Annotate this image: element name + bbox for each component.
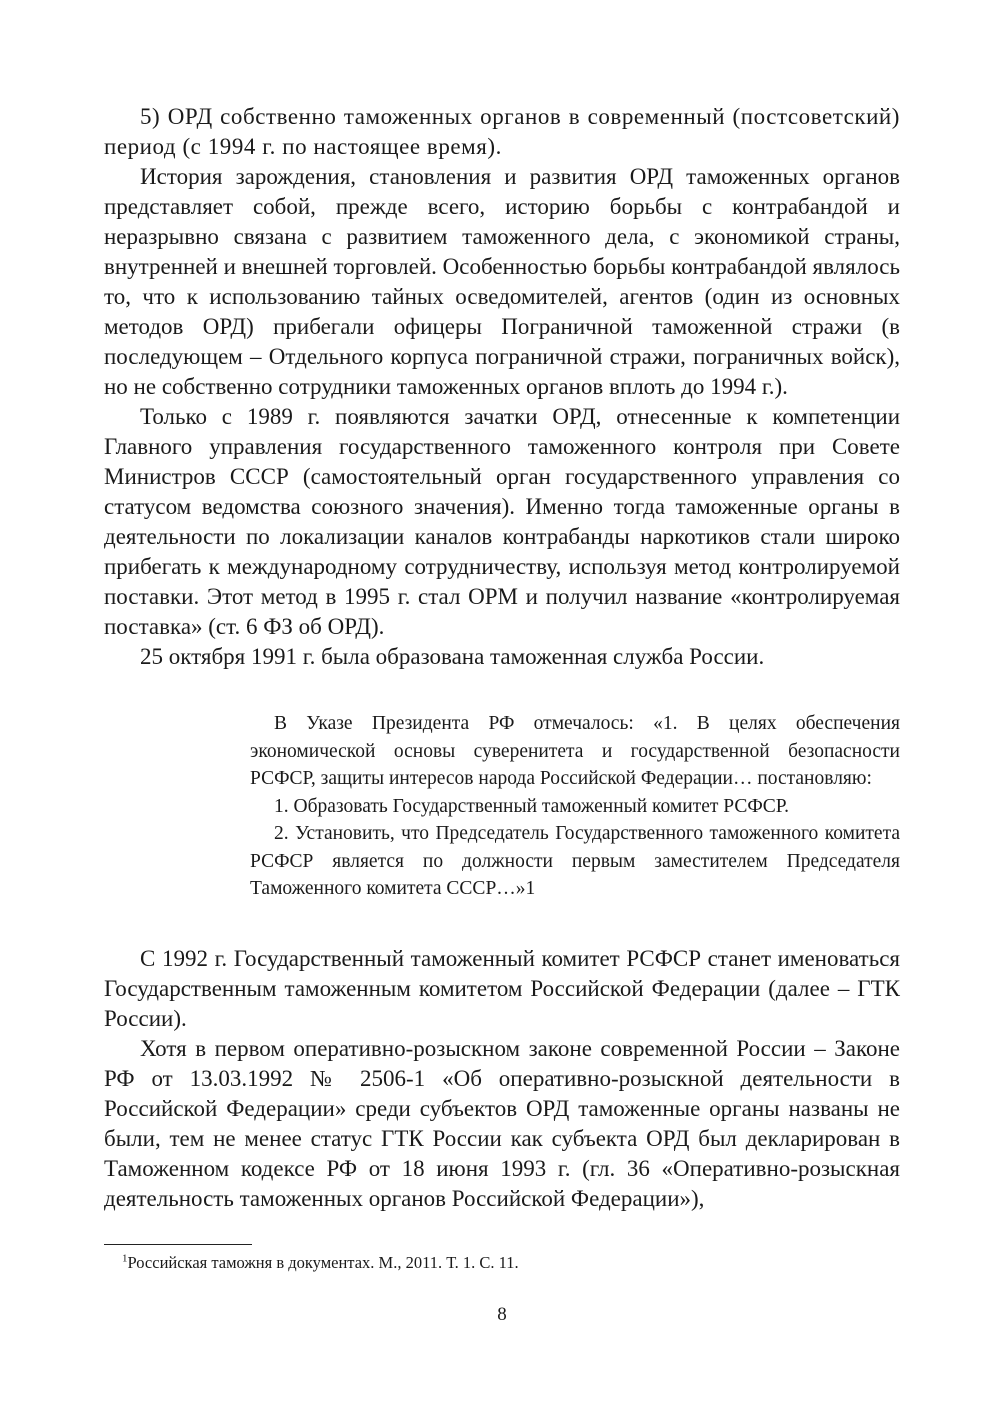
footnote-mark: 1: [122, 1252, 128, 1265]
footnote-reference: 1: [525, 878, 536, 899]
quote-paragraph-item-2: [250, 820, 900, 903]
body-text-bottom: [104, 944, 900, 1214]
footnote-divider: [104, 1244, 252, 1245]
quote-paragraph-intro: В Указе Президента РФ отмечалось: «1. В целях обеспечения экономической основы суверенитета и государственной безопасности РСФСР, защиты интересов народа Российской Федерации… постановляю:: [250, 713, 900, 789]
footnote-text: Российская таможня в документах. М., 2011. Т. 1. С. 11.: [127, 1253, 519, 1272]
paragraph-ord-law: Хотя в первом оперативно-розыскном законе современной России – Законе РФ от 13.03.1992 № 2506-1 «Об оперативно-розыскной деятельности в Российской Федерации» среди субъектов ОРД таможенные органы названы не были, тем не менее статус ГТК России как субъекта ОРД был декларирован в Таможенном кодексе РФ от 18 июня 1993 г. (гл. 36 «Оперативно-розыскная деятельность таможенных органов Российской Федерации»),: [104, 1036, 900, 1211]
page-number: 8: [497, 1304, 507, 1325]
quote-paragraph-item-1: 1. Образовать Государственный таможенный комитет РСФСР.: [274, 795, 790, 817]
body-text-top: [104, 102, 900, 672]
footnote: [104, 1252, 918, 1274]
paragraph-gtk-renamed: С 1992 г. Государственный таможенный комитет РСФСР станет именоваться Государственным таможенным комитетом Российской Федерации (далее – ГТК России).: [104, 946, 900, 1031]
quote-item-2-text: 2. Установить, что Председатель Государственного таможенного комитета РСФСР является по должности первым заместителем Председателя Таможенного комитета СССР…»: [250, 823, 900, 899]
paragraph-since-1989: Только с 1989 г. появляются зачатки ОРД, отнесенные к компетенции Главного управления государственного таможенного контроля при Совете Министров СССР (самостоятельный орган государственного управления со статусом ведомства союзного значения). Именно тогда таможенные органы в деятельности по локализации каналов контрабанды наркотиков стали широко прибегать к международному сотрудничеству, используя метод контролируемой поставки. Этот метод в 1995 г. стал ОРМ и получил название «контролируемая поставка» (ст. 6 ФЗ об ОРД).: [104, 404, 900, 639]
paragraph-history: История зарождения, становления и развития ОРД таможенных органов представляет собой, прежде всего, историю борьбы с контрабандой и неразрывно связана с развитием таможенного дела, с экономикой страны, внутренней и внешней торговлей. Особенностью борьбы контрабандой являлось то, что к использованию тайных осведомителей, агентов (один из основных методов ОРД) прибегали офицеры Пограничной таможенной стражи (в последующем – Отдельного корпуса пограничной стражи, пограничных войск), но не собственно сотрудники таможенных органов вплоть до 1994 г.).: [104, 164, 900, 399]
decree-quote: [250, 710, 900, 903]
paragraph-periodization: 5) ОРД собственно таможенных органов в современный (постсоветский) период (с 1994 г. по настоящее время).: [104, 104, 900, 159]
paragraph-customs-service-founded: 25 октября 1991 г. была образована таможенная служба России.: [140, 644, 765, 669]
